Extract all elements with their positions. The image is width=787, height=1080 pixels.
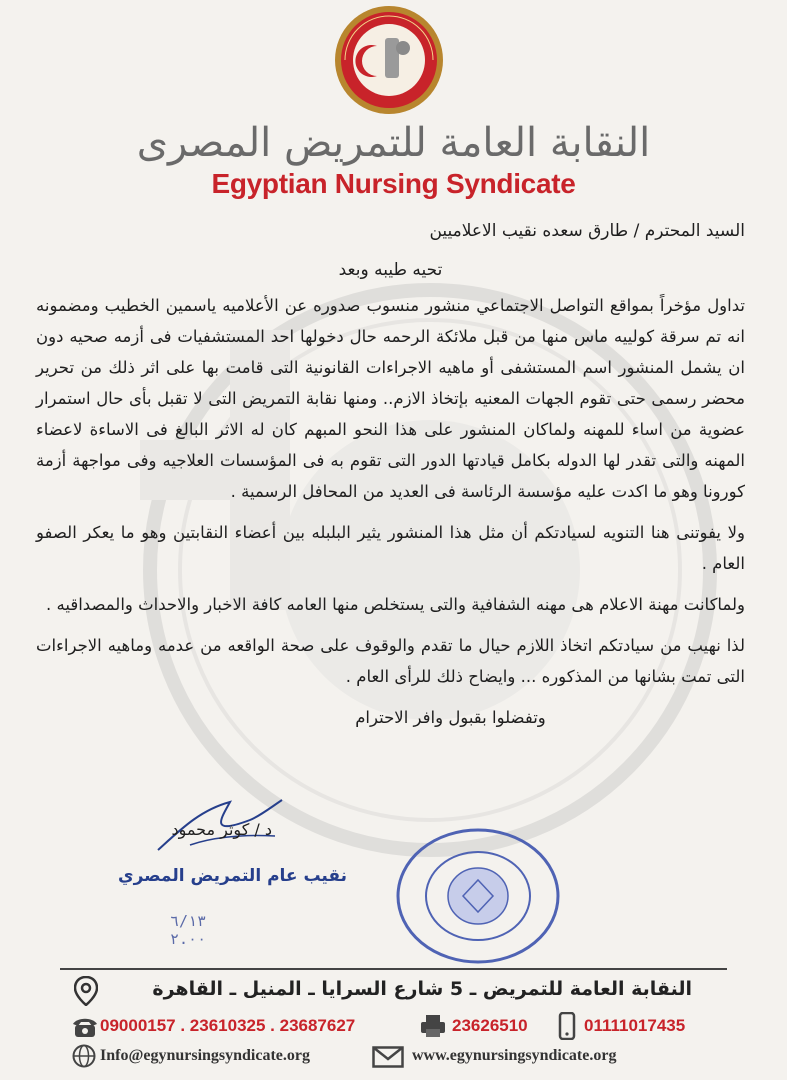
closing: وتفضلوا بقبول وافر الاحترام xyxy=(355,708,546,727)
globe-icon xyxy=(72,1044,96,1068)
footer-website: www.egynursingsyndicate.org xyxy=(412,1047,617,1064)
syndicate-logo xyxy=(333,4,445,116)
location-pin-icon xyxy=(74,976,98,1006)
addressee: السيد المحترم / طارق سعده نقيب الاعلاميين xyxy=(429,221,745,241)
footer-address: النقابة العامة للتمريض ـ 5 شارع السرايا ـ المنيل ـ القاهرة xyxy=(152,978,692,1000)
official-stamp xyxy=(393,826,563,966)
telephone-icon xyxy=(72,1016,98,1038)
footer-fax: 23626510 xyxy=(452,1016,528,1035)
footer-email: Info@egynursingsyndicate.org xyxy=(100,1047,311,1064)
envelope-icon xyxy=(372,1046,404,1068)
greeting: تحيه طيبه وبعد xyxy=(338,260,443,280)
signatory-title: نقيب عام التمريض المصري xyxy=(118,866,347,886)
footer-divider xyxy=(60,968,727,970)
paragraph-2: ولا يفوتنى هنا التنويه لسيادتكم أن مثل هذا المنشور يثير البلبله بين أعضاء النقابتين وهو ما يعكر الصفو العام . xyxy=(36,523,745,573)
org-name-arabic: النقابة العامة للتمريض المصرى xyxy=(136,120,651,166)
paragraph-1: تداول مؤخراً بمواقع التواصل الاجتماعي منشور منسوب صدوره عن الأعلاميه ياسمين الخطيب ومضمونه انه تم سرقة كولييه ماس منها من قبل ملائكة الرحمه حال دخولها احد المستشفيات فى أزمه صحيه دون ان يشمل المنشور اسم المستشفى أو ماهيه الاجراءات القانونية التى قامت بها على اثر ذلك من تحرير محضر رسمى حتى تقوم الجهات المعنيه بإتخاذ الازم.. ومنها نقابة التمريض التى لا تقبل بأى حال استمرار عضوية من اساء للمهنه ولماكان المنشور على هذا النحو المبهم كان له الاثر البالغ فى الاساءة لاعضاء المهنه والتى تقدر لها الدوله بكامل قيادتها الدور التى تقوم به فى المؤسسات العلاجيه وفى مواجهة أزمة كورونا وهو ما اكدت عليه مؤسسة الرئاسة فى العديد من المحافل الرسمية . xyxy=(36,296,745,501)
handwritten-date-value: ٦/١٣ xyxy=(170,912,207,930)
footer-phones: 09000157 . 23610325 . 23687627 xyxy=(100,1016,356,1035)
fax-icon xyxy=(420,1014,446,1038)
org-name-english: Egyptian Nursing Syndicate xyxy=(211,168,576,199)
signatory-name: د / كوثر محمود xyxy=(171,820,272,839)
footer-mobile: 01111017435 xyxy=(584,1016,686,1035)
handwritten-date xyxy=(170,912,206,948)
handwritten-number: ٢.٠٠ xyxy=(170,930,207,948)
letter-body xyxy=(36,216,745,733)
mobile-phone-icon xyxy=(558,1012,576,1040)
paragraph-4: لذا نهيب من سيادتكم اتخاذ اللازم حيال ما تقدم والوقوف على صحة الواقعه من عدمه وماهيه الاجراءات التى تمت بشانها من المذكوره ... وايضاح ذلك للرأى العام . xyxy=(36,636,745,686)
paragraph-3: ولماكانت مهنة الاعلام هى مهنه الشفافية والتى يستخلص منها العامه كافة الاخبار والاحداث والمصداقيه . xyxy=(46,595,745,614)
